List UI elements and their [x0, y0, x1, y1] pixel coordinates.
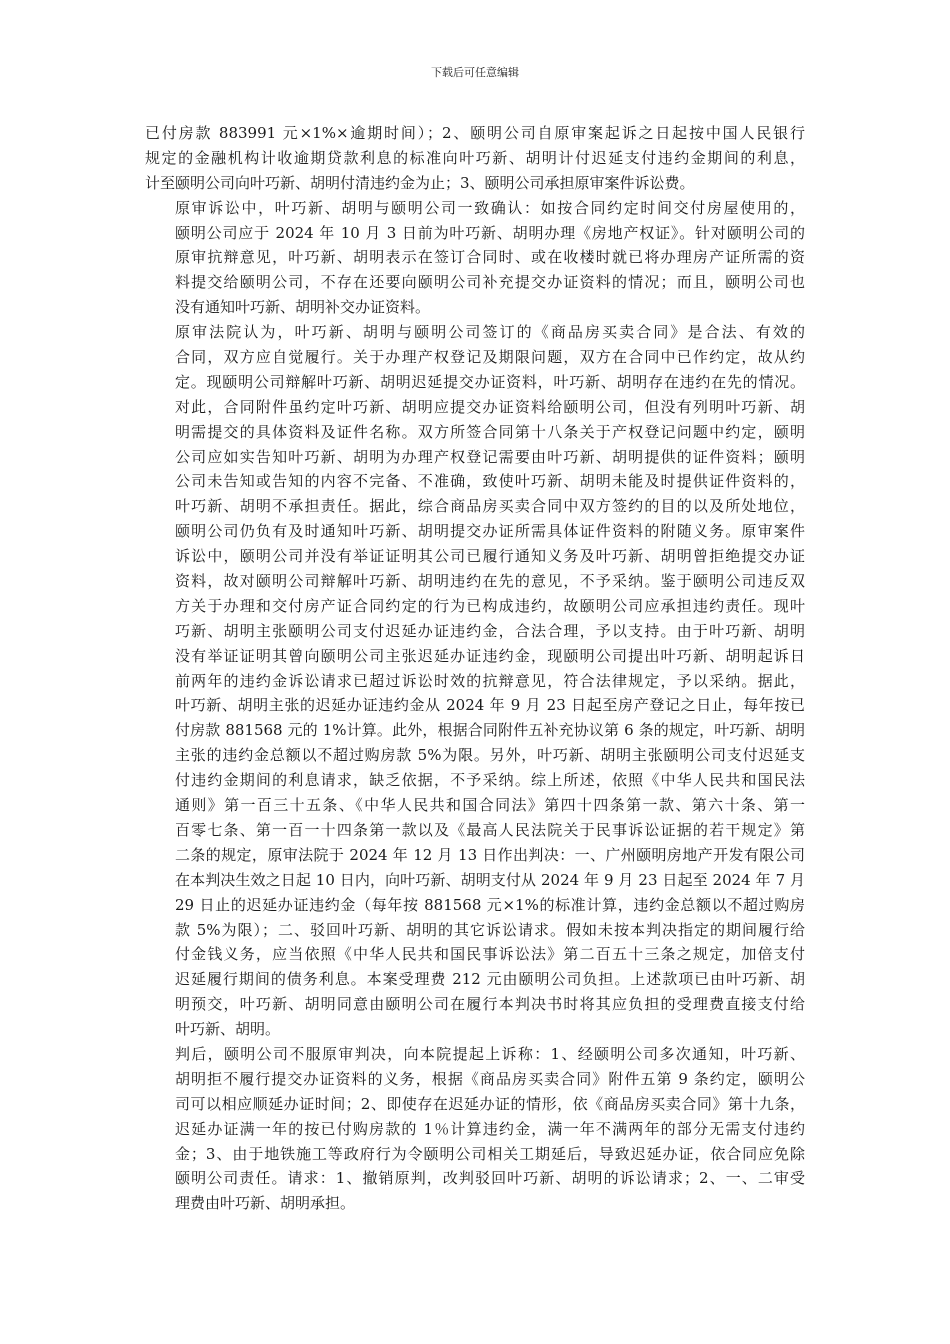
text-line: 百零七条、第一百一十四条第一款以及《最高人民法院关于民事诉讼证据的若干规定》第: [175, 820, 805, 839]
text-line: 公司未告知或告知的内容不完备、不准确，致使叶巧新、胡明未能及时提供证件资料的，: [175, 472, 805, 491]
text-line: 金；3、由于地铁施工等政府行为令颐明公司相关工期延后，导致迟延办证，依合同应免除: [175, 1144, 805, 1163]
paragraph: [145, 121, 805, 196]
text-line: 原审诉讼中，叶巧新、胡明与颐明公司一致确认：如按合同约定时间交付房屋使用的，: [175, 198, 805, 217]
text-line: 对此，合同附件虽约定叶巧新、胡明应提交办证资料给颐明公司，但没有列明叶巧新、胡: [175, 397, 805, 416]
text-line: 款 5%为限）；二、驳回叶巧新、胡明的其它诉讼请求。假如未按本判决指定的期间履行给: [175, 920, 805, 939]
text-line: 付违约金期间的利息请求，缺乏依据，不予采纳。综上所述，依照《中华人民共和国民法: [175, 771, 805, 790]
text-line: 司可以相应顺延办证时间；2、即使存在迟延办证的情形，依《商品房买卖合同》第十九条，: [175, 1094, 805, 1113]
paragraph: [145, 196, 805, 320]
text-line: 颐明公司应于 2024 年 10 月 3 日前为叶巧新、胡明办理《房地产权证》。针对颐明公司的: [175, 223, 805, 242]
text-line: 迟延履行期间的债务利息。本案受理费 212 元由颐明公司负担。上述款项已由叶巧新、胡: [175, 970, 805, 989]
text-line: 叶巧新、胡明主张的迟延办证违约金从 2024 年 9 月 23 日起至房产登记之日止，每年按已: [175, 696, 805, 715]
text-line: 叶巧新、胡明。: [175, 1020, 281, 1039]
text-line: 合同，双方应自觉履行。关于办理产权登记及期限问题，双方在合同中已作约定，故从约: [175, 348, 805, 367]
text-line: 巧新、胡明主张颐明公司支付迟延办证违约金，合法合理，予以支持。由于叶巧新、胡明: [175, 621, 805, 640]
text-line: 已付房款 883991 元×1%×逾期时间）；2、颐明公司自原审案起诉之日起按中国人民银行: [145, 124, 805, 142]
text-line: 在本判决生效之日起 10 日内，向叶巧新、胡明支付从 2024 年 9 月 23 日起至 2024 年 7 月: [175, 870, 805, 889]
text-line: 付金钱义务，应当依照《中华人民共和国民事诉讼法》第二百五十三条之规定，加倍支付: [175, 945, 805, 964]
text-line: 原审抗辩意见，叶巧新、胡明表示在签订合同时、或在收楼时就已将办理房产证所需的资: [175, 248, 805, 267]
text-line: 规定的金融机构计收逾期贷款利息的标准向叶巧新、胡明计付迟延支付违约金期间的利息，: [145, 148, 805, 167]
text-line: 胡明拒不履行提交办证资料的义务，根据《商品房买卖合同》附件五第 9 条约定，颐明公: [175, 1069, 805, 1088]
text-line: 没有通知叶巧新、胡明补交办证资料。: [175, 298, 431, 317]
text-line: 资料，故对颐明公司辩解叶巧新、胡明违约在先的意见，不予采纳。鉴于颐明公司违反双: [175, 572, 805, 591]
text-line: 料提交给颐明公司，不存在还要向颐明公司补充提交办证资料的情况；而且，颐明公司也: [175, 273, 805, 292]
text-line: 诉讼中，颐明公司并没有举证证明其公司已履行通知义务及叶巧新、胡明曾拒绝提交办证: [175, 547, 805, 566]
text-line: 叶巧新、胡明不承担责任。据此，综合商品房买卖合同中双方签约的目的以及所处地位，: [175, 497, 805, 516]
text-line: 前两年的违约金诉讼请求已超过诉讼时效的抗辩意见，符合法律规定，予以采纳。据此，: [175, 671, 805, 690]
text-line: 主张的违约金总额以不超过购房款 5%为限。另外，叶巧新、胡明主张颐明公司支付迟延支: [175, 746, 805, 765]
text-line: 二条的规定，原审法院于 2024 年 12 月 13 日作出判决：一、广州颐明房地产开发有限公司: [175, 845, 805, 864]
text-line: 没有举证证明其曾向颐明公司主张迟延办证违约金，现颐明公司提出叶巧新、胡明起诉日: [175, 646, 805, 665]
text-line: 明需提交的具体资料及证件名称。双方所签合同第十八条关于产权登记问题中约定，颐明: [175, 422, 805, 441]
text-line: 定。现颐明公司辩解叶巧新、胡明迟延提交办证资料，叶巧新、胡明存在违约在先的情况。: [175, 372, 805, 391]
text-line: 29 日止的迟延办证违约金（每年按 881568 元×1%的标准计算，违约金总额以不超过购房: [175, 895, 805, 914]
text-line: 明预交，叶巧新、胡明同意由颐明公司在履行本判决书时将其应负担的受理费直接支付给: [175, 995, 805, 1014]
page-header: 下载后可任意编辑: [431, 66, 519, 79]
text-line: 付房款 881568 元的 1%计算。此外，根据合同附件五补充协议第 6 条的规定，叶巧新、胡明: [175, 721, 805, 740]
document-body: [145, 121, 805, 1216]
text-line: 理费由叶巧新、胡明承担。: [175, 1194, 356, 1213]
text-line: 公司应如实告知叶巧新、胡明为办理产权登记需要由叶巧新、胡明提供的证件资料；颐明: [175, 447, 805, 466]
text-line: 颐明公司仍负有及时通知叶巧新、胡明提交办证所需具体证件资料的附随义务。原审案件: [175, 522, 805, 541]
text-line: 判后，颐明公司不服原审判决，向本院提起上诉称：1、经颐明公司多次通知，叶巧新、: [175, 1044, 805, 1063]
text-line: 原审法院认为，叶巧新、胡明与颐明公司签订的《商品房买卖合同》是合法、有效的: [175, 323, 805, 342]
text-line: 方关于办理和交付房产证合同约定的行为已构成违约，故颐明公司应承担违约责任。现叶: [175, 596, 805, 615]
text-line: 计至颐明公司向叶巧新、胡明付清违约金为止；3、颐明公司承担原审案件诉讼费。: [145, 173, 695, 192]
paragraph: [145, 1042, 805, 1216]
paragraph: [145, 320, 805, 1042]
text-line: 迟延办证满一年的按已付购房款的 1％计算违约金，满一年不满两年的部分无需支付违约: [175, 1119, 805, 1138]
text-line: 通则》第一百三十五条、《中华人民共和国合同法》第四十四条第一款、第六十条、第一: [175, 796, 805, 815]
text-line: 颐明公司责任。请求：1、撤销原判，改判驳回叶巧新、胡明的诉讼请求；2、一、二审受: [175, 1169, 805, 1188]
